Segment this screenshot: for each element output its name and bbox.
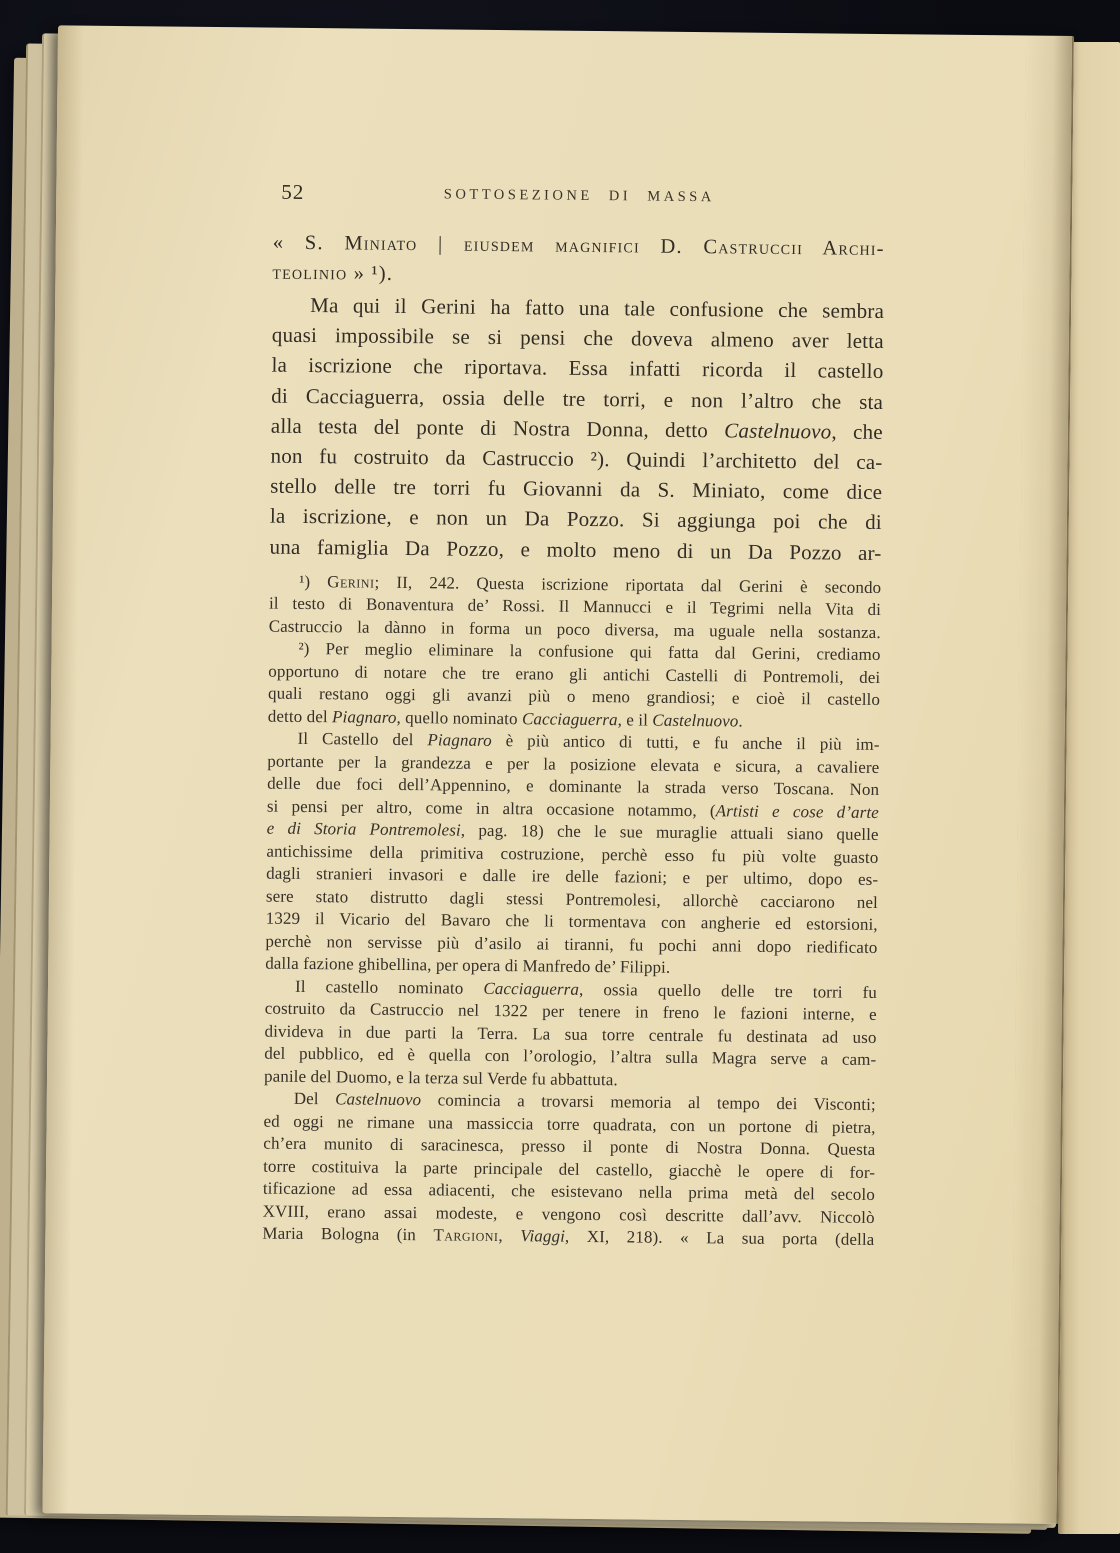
text-line: e di Storia Pontremolesi, pag. 18) che le sue muraglie attuali siano quelle bbox=[266, 818, 879, 845]
text-line: antichissime della primitiva costruzione, perchè esso fu più volte guasto bbox=[266, 841, 879, 867]
text-line: di Cacciaguerra, ossia delle tre torri, e non l’altro che sta bbox=[271, 383, 884, 414]
text-line: ed oggi ne rimane una massiccia torre quadrata, con un portone di pietra, bbox=[263, 1111, 876, 1137]
text-line: costruito da Castruccio nel 1322 per tenere in freno le fazioni interne, e bbox=[264, 998, 877, 1025]
text-line: ¹) Gerini; II, 242. Questa iscrizione riportata dal Gerini è secondo bbox=[299, 571, 882, 597]
text-line: una famiglia Da Pozzo, e molto meno di un Da Pozzo ar- bbox=[269, 534, 882, 565]
page-content bbox=[262, 180, 885, 1252]
text-line: panile del Duomo, e la terza sul Verde fu abbattuta. bbox=[263, 1066, 618, 1090]
text-line: quali restano oggi gli avanzi più o meno grandiosi; e cioè il castello bbox=[267, 683, 881, 710]
text-line: Del Castelnuovo comincia a trovarsi memoria al tempo dei Visconti; bbox=[293, 1089, 876, 1115]
text-line: detto del Piagnaro, quello nominato Cacciaguerra, e il Castelnuovo. bbox=[267, 706, 743, 731]
text-line: non fu costruito da Castruccio ²). Quindi l’architetto del ca- bbox=[270, 443, 883, 475]
text-line: dalla fazione ghibellina, per opera di Manfredo de’ Filippi. bbox=[265, 953, 671, 978]
text-line: XVIII, erano assai modeste, e vengono così descritte dall’avv. Niccolò bbox=[262, 1201, 875, 1227]
text-line: Maria Bologna (in Targioni, Viaggi, XI, 218). « La sua porta (della bbox=[262, 1223, 875, 1250]
text-line: dagli stranieri invasori e dalle ire delle fazioni; e per ultimo, dopo es- bbox=[266, 863, 879, 890]
text-line: Ma qui il Gerini ha fatto una tale confusione che sembra bbox=[310, 293, 885, 324]
text-line: « S. Miniato | eiusdem magnifici D. Castruccii Archi- bbox=[272, 231, 885, 261]
text-line: la iscrizione, e non un Da Pozzo. Si aggiunga poi che di bbox=[269, 504, 883, 535]
footnotes-block bbox=[262, 570, 881, 1251]
text-line: torre costituiva la parte principale del castello, giacchè le opere di for- bbox=[263, 1156, 876, 1182]
text-line: Il Castello del Piagnaro è più antico di tutti, e fu anche il più im- bbox=[297, 729, 880, 755]
text-line: quasi impossibile se si pensi che doveva almeno aver letta bbox=[271, 322, 884, 354]
text-line: divideva in due parti la Terra. La sua torre centrale fu destinata ad uso bbox=[264, 1021, 877, 1047]
page-header bbox=[273, 180, 885, 216]
book-page bbox=[42, 25, 1074, 1524]
text-line: teolinio » ¹). bbox=[272, 261, 394, 285]
text-line: stello delle tre torri fu Giovanni da S. Miniato, come dice bbox=[270, 473, 883, 505]
text-line: ²) Per meglio eliminare la confusione qui fatta dal Gerini, crediamo bbox=[298, 639, 881, 665]
body-text-block bbox=[269, 290, 884, 568]
text-line: Castruccio la dànno in forma un poco diversa, ma uguale nella sostanza. bbox=[268, 616, 881, 642]
text-line: alla testa del ponte di Nostra Donna, detto Castelnuovo, che bbox=[270, 413, 883, 444]
inscription-block bbox=[272, 228, 885, 294]
running-header: SOTTOSEZIONE DI MASSA bbox=[443, 186, 715, 206]
text-line: 1329 il Vicario del Bavaro che li tormentava con angherie ed estorsioni, bbox=[265, 908, 878, 935]
text-line: perchè non servisse più d’asilo ai tiranni, fu pochi anni dopo riedificato bbox=[265, 931, 878, 957]
page-number: 52 bbox=[281, 179, 305, 204]
text-line: Il castello nominato Cacciaguerra, ossia quello delle tre torri fu bbox=[294, 976, 878, 1002]
text-line: delle due foci dell’Appennino, e dominante la strada verso Toscana. Non bbox=[267, 773, 880, 800]
text-line: la iscrizione che riportava. Essa infatti ricorda il castello bbox=[271, 353, 884, 384]
text-line: opportuno di notare che tre erano gli antichi Castelli di Pontremoli, dei bbox=[268, 661, 881, 687]
text-line: tificazione ad essa adiacenti, che esistevano nella prima metà del secolo bbox=[262, 1178, 875, 1205]
text-line: portante per la grandezza e per la posizione elevata e sicura, a cavaliere bbox=[267, 751, 880, 777]
text-line: il testo di Bonaventura de’ Rossi. Il Mannucci e il Tegrimi nella Vita di bbox=[268, 593, 882, 620]
text-line: ch’era munito di saracinesca, presso il ponte di Nostra Donna. Questa bbox=[263, 1133, 876, 1160]
text-line: sere stato distrutto dagli stessi Pontremolesi, allorchè cacciarono nel bbox=[265, 886, 879, 912]
text-line: del pubblico, ed è quella con l’orologio, l’altra sulla Magra serve a cam- bbox=[264, 1043, 877, 1070]
text-line: si pensi per altro, come in altra occasione notammo, (Artisti e cose d’arte bbox=[266, 796, 879, 822]
